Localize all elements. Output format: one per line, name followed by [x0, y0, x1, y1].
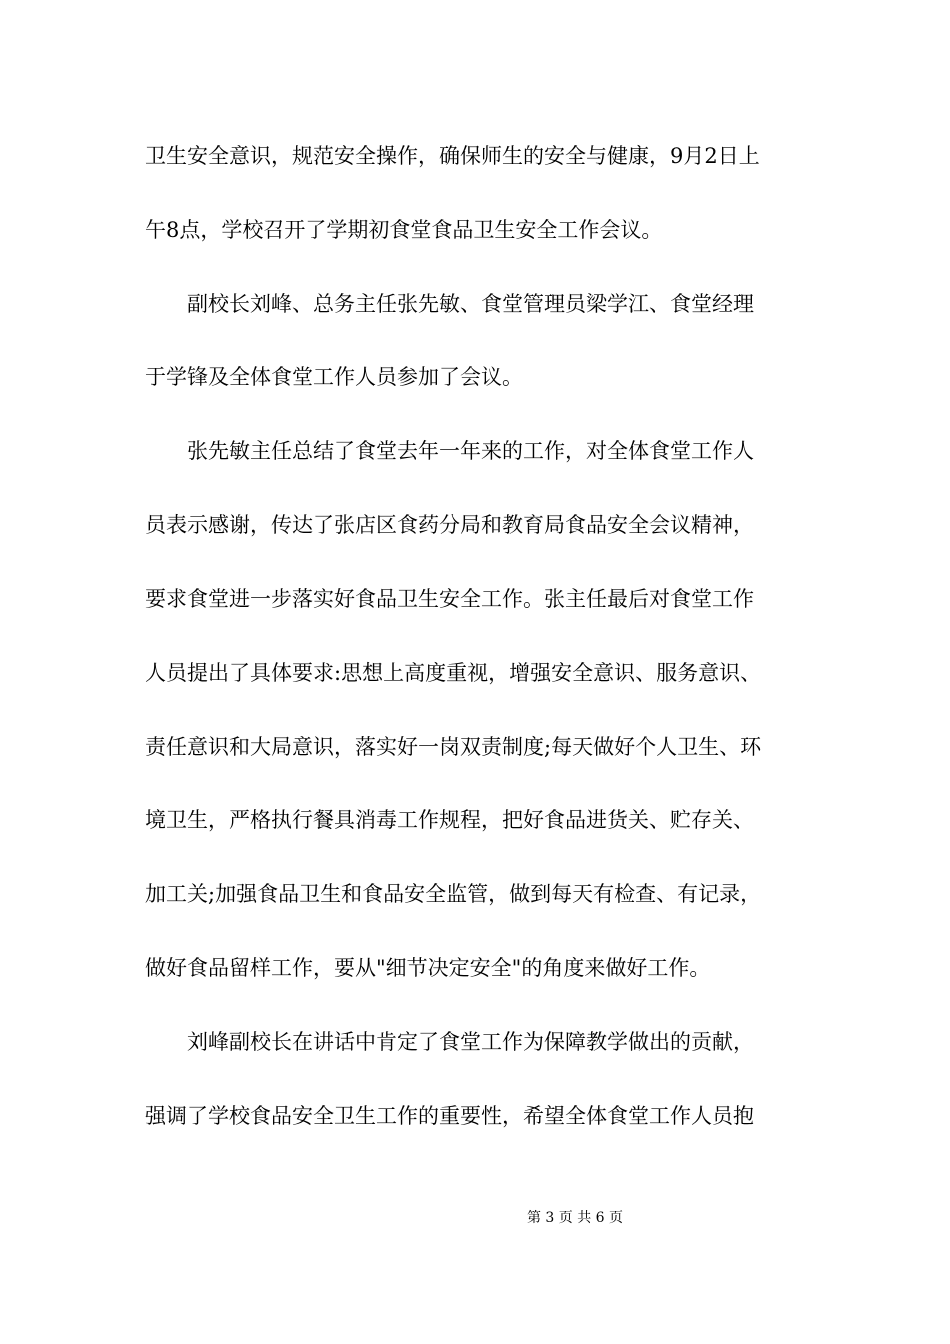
text-line: 张先敏主任总结了食堂去年一年来的工作，对全体食堂工作人 [187, 439, 754, 463]
text-line: 责任意识和大局意识，落实好一岗双责制度;每天做好个人卫生、环 [145, 735, 762, 759]
text-line: 人员提出了具体要求:思想上高度重视，增强安全意识、服务意识、 [145, 661, 762, 685]
text-line: 强调了学校食品安全卫生工作的重要性，希望全体食堂工作人员抱 [145, 1104, 754, 1128]
text-line: 境卫生，严格执行餐具消毒工作规程，把好食品进货关、贮存关、 [145, 808, 754, 832]
text-line: 加工关;加强食品卫生和食品安全监管，做到每天有检查、有记录， [145, 882, 762, 906]
text-line: 午8点，学校召开了学期初食堂食品卫生安全工作会议。 [145, 218, 663, 242]
text-line: 刘峰副校长在讲话中肯定了食堂工作为保障教学做出的贡献， [187, 1030, 754, 1054]
text-line: 员表示感谢，传达了张店区食药分局和教育局食品安全会议精神， [145, 513, 754, 537]
page-footer [0, 1211, 950, 1225]
text-line: 卫生安全意识，规范安全操作，确保师生的安全与健康，9月2日上 [145, 144, 760, 168]
text-line: 要求食堂进一步落实好食品卫生安全工作。张主任最后对食堂工作 [145, 587, 754, 611]
text-line: 做好食品留样工作，要从"细节决定安全"的角度来做好工作。 [145, 956, 711, 980]
text-line: 于学锋及全体食堂工作人员参加了会议。 [145, 365, 523, 389]
text-line: 副校长刘峰、总务主任张先敏、食堂管理员梁学江、食堂经理 [187, 292, 754, 316]
page-number: 第 3 页 共 6 页 [526, 1210, 624, 1226]
